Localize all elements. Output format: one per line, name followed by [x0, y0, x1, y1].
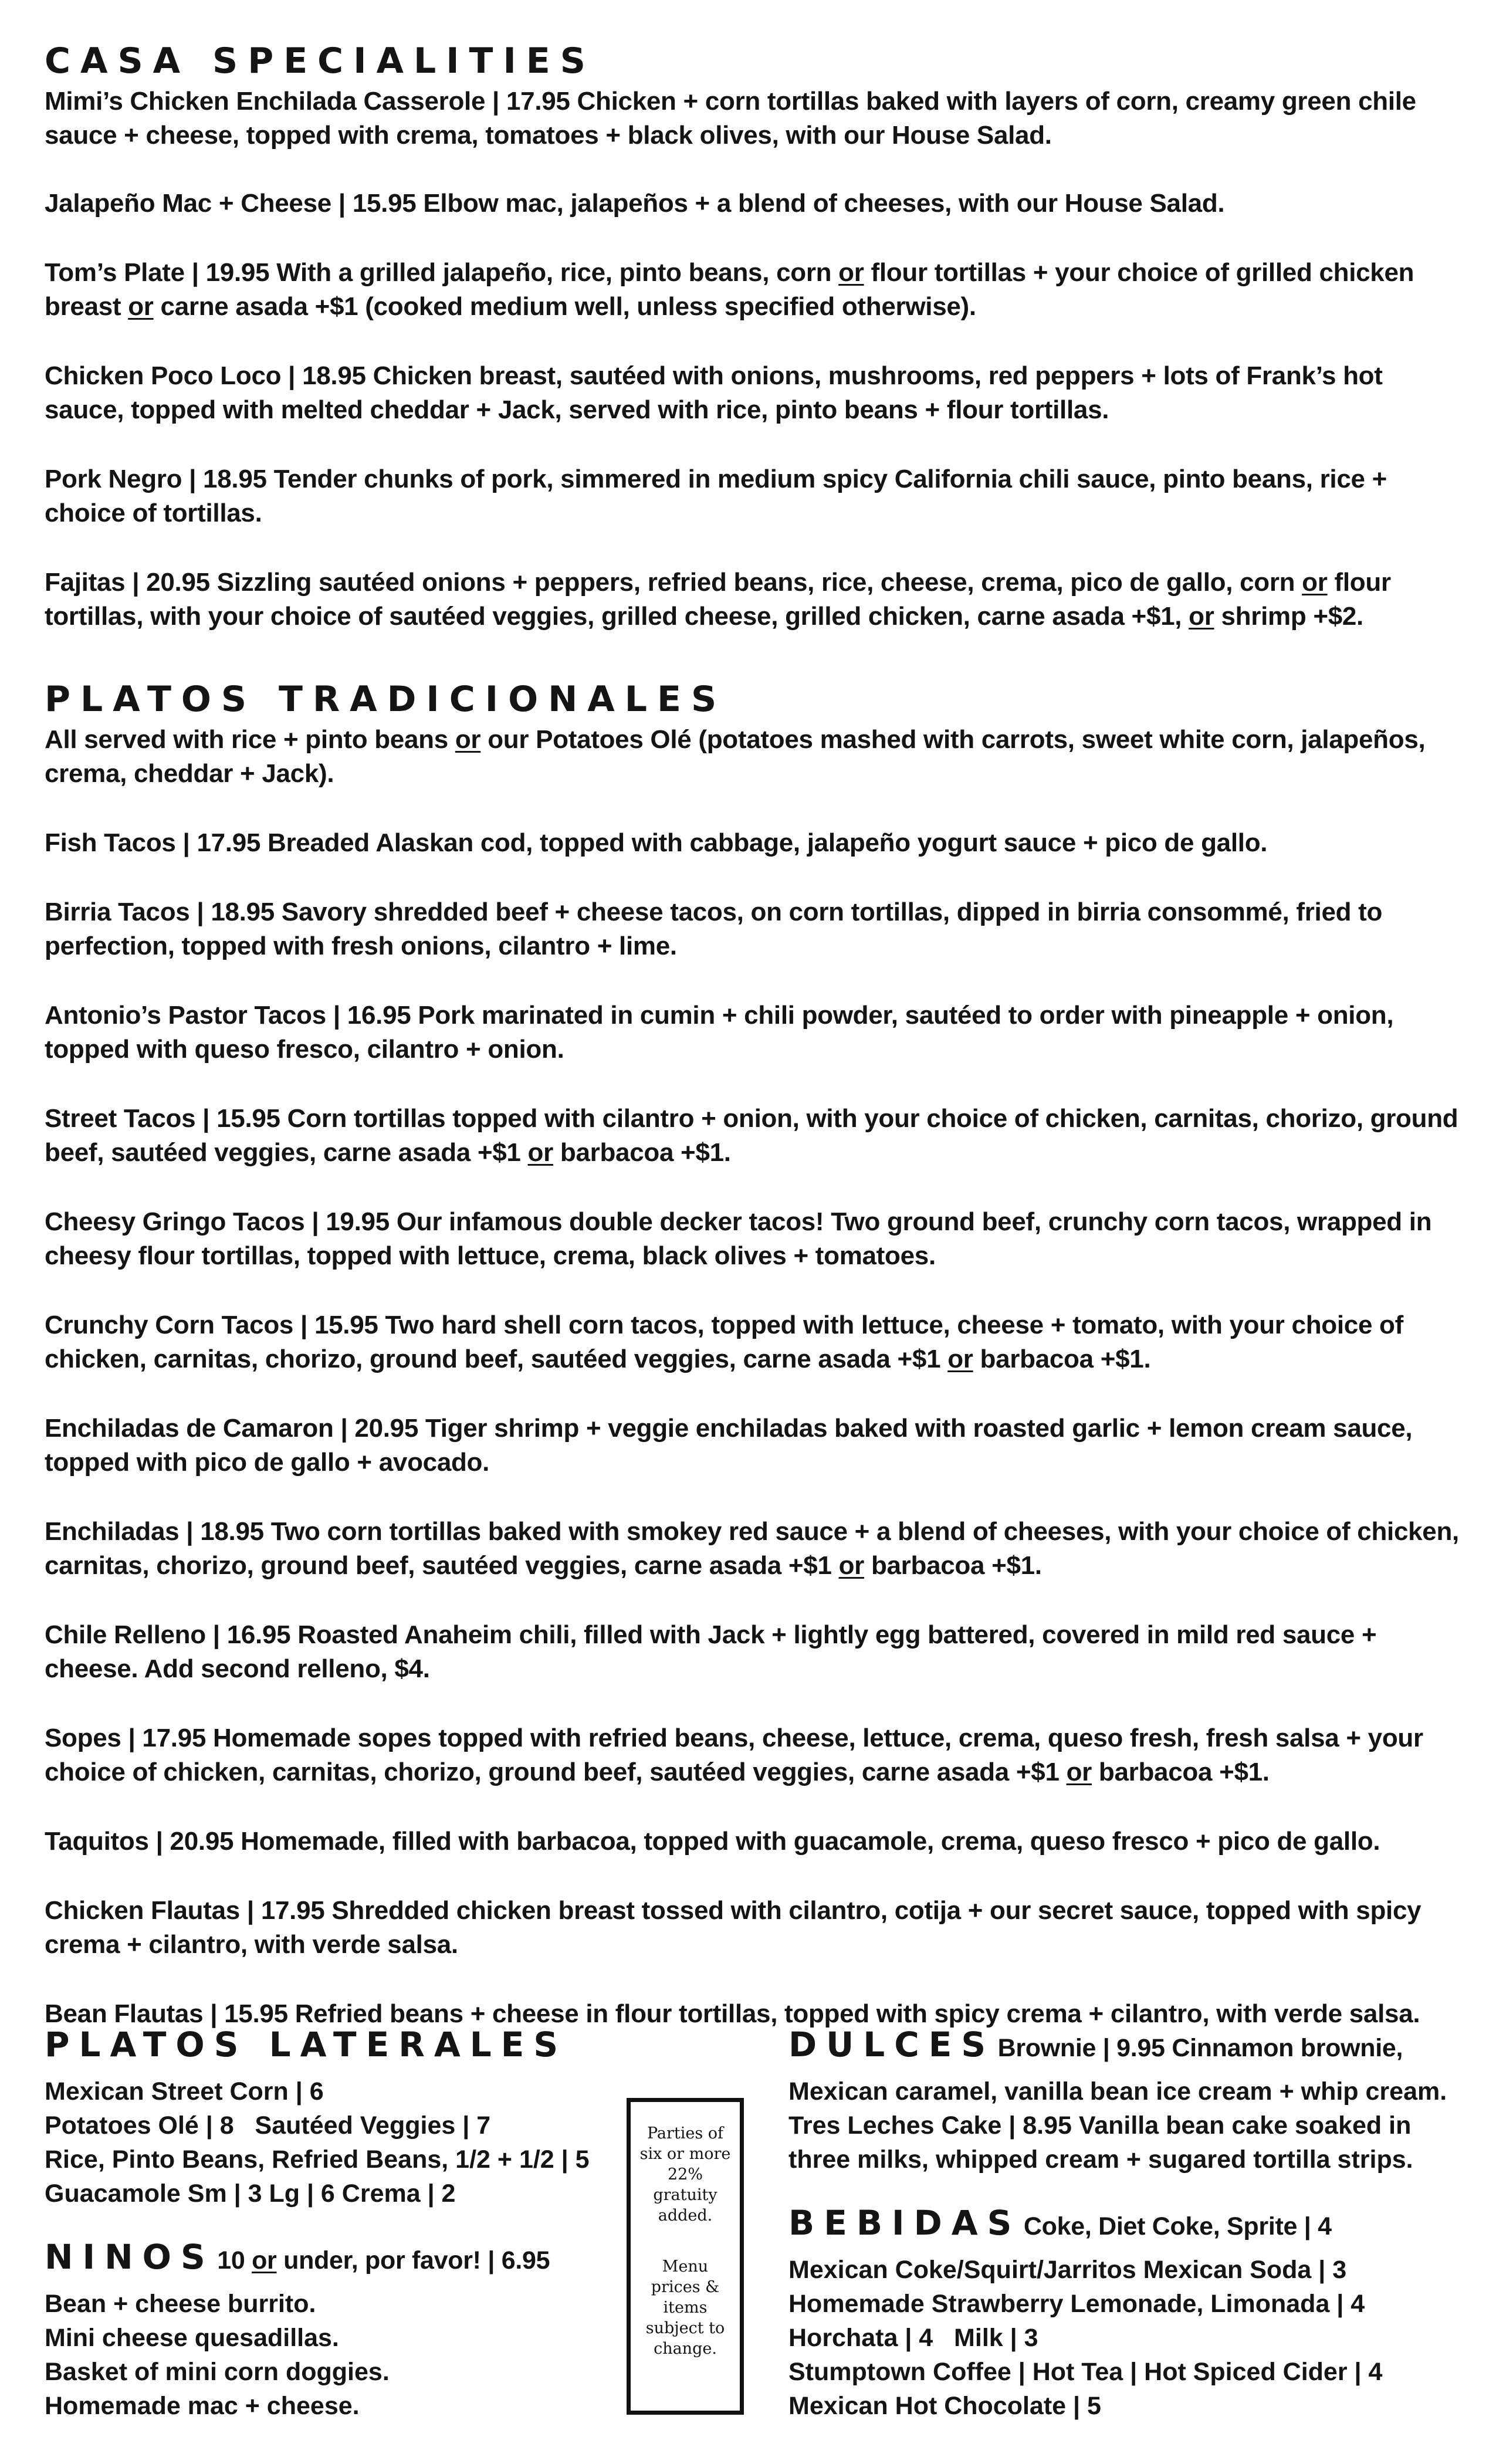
item-description: Our infamous double decker tacos! Two ground beef, crunchy corn tacos, wrapped in cheesy flour tortillas, topped with lettuce, crema, black olives + tomatoes.: [45, 1207, 1432, 1270]
item-price: 15.95: [216, 1104, 280, 1133]
menu-item: Enchiladas de Camaron | 20.95 Tiger shrimp + veggie enchiladas baked with roasted garlic + lemon cream sauce, topped with pico de gallo + avocado.: [45, 1414, 1413, 1477]
section-intro: All served with rice + pinto beans or our Potatoes Olé (potatoes mashed with carrots, sweet white corn, jalapeños, crema, cheddar + Jack).: [45, 725, 1426, 788]
item-description: Two hard shell corn tacos, topped with lettuce, cheese + tomato, with your choice of chicken, carnitas, chorizo, ground beef, sautéed veggies, carne asada +$1 or barbacoa +$1.: [45, 1311, 1403, 1373]
item-price: 16.95: [226, 1620, 291, 1649]
notice-line: subject to: [645, 2319, 725, 2337]
bottom-section: [45, 2024, 1464, 2435]
item-name: Birria Tacos: [45, 898, 190, 926]
item-description: Chicken + corn tortillas baked with layers of corn, creamy green chile sauce + cheese, topped with crema, tomatoes + black olives, with our House Salad.: [45, 87, 1416, 150]
item-price: 15.95: [314, 1311, 378, 1339]
notice-line: prices &: [651, 2278, 720, 2296]
item-price: 20.95: [354, 1414, 419, 1443]
list-item: Mexican Hot Chocolate | 5: [788, 2392, 1101, 2420]
section-title: PLATOS LATERALES: [45, 2025, 568, 2064]
item-description: Refried beans + cheese in flour tortillas, topped with spicy crema + cilantro, with verde salsa.: [295, 1999, 1420, 2028]
menu-item: Sopes | 17.95 Homemade sopes topped with refried beans, cheese, lettuce, crema, queso fresh, fresh salsa + your choice of chicken, carnitas, chorizo, ground beef, sautéed veggies, carne asada +$1 or barbacoa +$1.: [45, 1724, 1423, 1786]
item-description: Elbow mac, jalapeños + a blend of cheeses, with our House Salad.: [423, 189, 1225, 218]
menu-item: Street Tacos | 15.95 Corn tortillas topped with cilantro + onion, with your choice of chicken, carnitas, chorizo, ground beef, sautéed veggies, carne asada +$1 or barbacoa +$1.: [45, 1104, 1458, 1167]
item-description: With a grilled jalapeño, rice, pinto beans, corn or flour tortillas + your choice of grilled chicken breast or carne asada +$1 (cooked medium well, unless specified otherwise).: [45, 258, 1414, 321]
item-price: 15.95: [352, 189, 417, 218]
item-description: Savory shredded beef + cheese tacos, on corn tortillas, dipped in birria consommé, fried to perfection, topped with fresh onions, cilantro + lime.: [45, 898, 1383, 960]
section-title: NINOS: [45, 2237, 215, 2277]
menu-page: [45, 41, 1464, 2072]
item-description: Tender chunks of pork, simmered in medium spicy California chili sauce, pinto beans, rice + choice of tortillas.: [45, 465, 1387, 527]
section-subtitle: 10 or under, por favor! | 6.95: [217, 2246, 550, 2275]
notice-line: items: [663, 2299, 708, 2317]
item-name: Jalapeño Mac + Cheese: [45, 189, 331, 218]
menu-item: Fajitas | 20.95 Sizzling sautéed onions + peppers, refried beans, rice, cheese, crema, pico de gallo, corn or flour tortillas, with your choice of sautéed veggies, grilled cheese, grilled chicken, carne asada +$1, or shrimp +$2.: [45, 568, 1391, 631]
item-description: Two corn tortillas baked with smokey red sauce + a blend of cheeses, with your choice of chicken, carnitas, chorizo, ground beef, sautéed veggies, carne asada +$1 or barbacoa +$1.: [45, 1517, 1459, 1580]
item-description: Tiger shrimp + veggie enchiladas baked with roasted garlic + lemon cream sauce, topped with pico de gallo + avocado.: [45, 1414, 1413, 1477]
left-column: [45, 2024, 596, 2423]
item-name: Chicken Poco Loco: [45, 361, 282, 390]
item-price: 17.95: [506, 87, 570, 116]
list-item: Horchata | 4 Milk | 3: [788, 2324, 1038, 2352]
notice-line: added.: [658, 2206, 713, 2225]
item-price: 15.95: [224, 1999, 288, 2028]
list-item: Bean + cheese burrito.: [45, 2290, 316, 2318]
list-item: Coke, Diet Coke, Sprite | 4: [1023, 2212, 1332, 2240]
list-item: Mexican caramel, vanilla bean ice cream + whip cream.: [788, 2077, 1447, 2106]
list-item: Guacamole Sm | 3 Lg | 6 Crema | 2: [45, 2179, 456, 2208]
section-title: PLATOS TRADICIONALES: [45, 679, 727, 720]
item-price: 20.95: [146, 568, 210, 597]
item-description: Homemade, filled with barbacoa, topped with guacamole, crema, queso fresco + pico de gallo.: [241, 1827, 1380, 1856]
menu-item: Crunchy Corn Tacos | 15.95 Two hard shell corn tacos, topped with lettuce, cheese + tomato, with your choice of chicken, carnitas, chorizo, ground beef, sautéed veggies, carne asada +$1 or barbacoa +$1.: [45, 1311, 1403, 1373]
menu-item: Bean Flautas | 15.95 Refried beans + cheese in flour tortillas, topped with spicy crema + cilantro, with verde salsa.: [45, 1999, 1420, 2028]
item-price: 18.95: [203, 465, 267, 493]
menu-item: Jalapeño Mac + Cheese | 15.95 Elbow mac, jalapeños + a blend of cheeses, with our House Salad.: [45, 189, 1225, 218]
menu-item: Antonio’s Pastor Tacos | 16.95 Pork marinated in cumin + chili powder, sautéed to order with pineapple + onion, topped with queso fresco, cilantro + onion.: [45, 1001, 1394, 1064]
item-name: Taquitos: [45, 1827, 149, 1856]
list-item: Brownie | 9.95 Cinnamon brownie,: [997, 2034, 1403, 2062]
section-platos-laterales: [45, 2024, 596, 2211]
item-name: Antonio’s Pastor Tacos: [45, 1001, 326, 1030]
item-name: Chile Relleno: [45, 1620, 206, 1649]
list-item: Mexican Coke/Squirt/Jarritos Mexican Soda | 3: [788, 2256, 1347, 2284]
list-item: Mexican Street Corn | 6: [45, 2077, 324, 2106]
item-name: Cheesy Gringo Tacos: [45, 1207, 305, 1236]
menu-item: Chicken Flautas | 17.95 Shredded chicken breast tossed with cilantro, cotija + our secret sauce, topped with spicy crema + cilantro, with verde salsa.: [45, 1896, 1421, 1959]
list-item: Potatoes Olé | 8 Sautéed Veggies | 7: [45, 2111, 491, 2140]
section-ninos: [45, 2236, 596, 2423]
menu-item: Taquitos | 20.95 Homemade, filled with barbacoa, topped with guacamole, crema, queso fresco + pico de gallo.: [45, 1827, 1380, 1856]
item-price: 19.95: [326, 1207, 390, 1236]
item-price: 19.95: [205, 258, 270, 287]
item-name: Bean Flautas: [45, 1999, 204, 2028]
section-title: BEBIDAS: [788, 2203, 1021, 2243]
section-title: DULCES: [788, 2025, 996, 2064]
item-name: Street Tacos: [45, 1104, 196, 1133]
list-item: Stumptown Coffee | Hot Tea | Hot Spiced Cider | 4: [788, 2358, 1383, 2386]
menu-item: Fish Tacos | 17.95 Breaded Alaskan cod, topped with cabbage, jalapeño yogurt sauce + pico de gallo.: [45, 828, 1268, 857]
notice-line: gratuity: [653, 2186, 717, 2204]
notice-line: change.: [654, 2340, 717, 2358]
item-description: Corn tortillas topped with cilantro + onion, with your choice of chicken, carnitas, chorizo, ground beef, sautéed veggies, carne asada +$1 or barbacoa +$1.: [45, 1104, 1458, 1167]
list-item: Mini cheese quesadillas.: [45, 2324, 339, 2352]
item-price: 18.95: [200, 1517, 264, 1546]
item-price: 18.95: [211, 898, 275, 926]
item-name: Mimi’s Chicken Enchilada Casserole: [45, 87, 486, 116]
item-description: Roasted Anaheim chili, filled with Jack + lightly egg battered, covered in mild red sauce + cheese. Add second relleno, $4.: [45, 1620, 1377, 1683]
list-item: Basket of mini corn doggies.: [45, 2358, 390, 2386]
item-price: 18.95: [302, 361, 366, 390]
menu-item: Cheesy Gringo Tacos | 19.95 Our infamous double decker tacos! Two ground beef, crunchy corn tacos, wrapped in cheesy flour tortillas, topped with lettuce, crema, black olives + tomatoes.: [45, 1207, 1432, 1270]
item-name: Sopes: [45, 1724, 121, 1752]
menu-item: Mimi’s Chicken Enchilada Casserole | 17.95 Chicken + corn tortillas baked with layers of corn, creamy green chile sauce + cheese, topped with crema, tomatoes + black olives, with our House Salad.: [45, 87, 1416, 150]
item-description: Chicken breast, sautéed with onions, mushrooms, red peppers + lots of Frank’s hot sauce, topped with melted cheddar + Jack, served with rice, pinto beans + flour tortillas.: [45, 361, 1383, 424]
section-dulces: [788, 2024, 1469, 2177]
list-item: three milks, whipped cream + sugared tortilla strips.: [788, 2145, 1413, 2174]
list-item: Rice, Pinto Beans, Refried Beans, 1/2 + 1/2 | 5: [45, 2145, 590, 2174]
list-item: Homemade Strawberry Lemonade, Limonada | 4: [788, 2290, 1365, 2318]
item-name: Fish Tacos: [45, 828, 176, 857]
menu-item: Chicken Poco Loco | 18.95 Chicken breast, sautéed with onions, mushrooms, red peppers + lots of Frank’s hot sauce, topped with melted cheddar + Jack, served with rice, pinto beans + flour tortillas.: [45, 361, 1383, 424]
list-item: Homemade mac + cheese.: [45, 2392, 360, 2420]
list-item: Tres Leches Cake | 8.95 Vanilla bean cake soaked in: [788, 2111, 1412, 2140]
menu-item: Birria Tacos | 18.95 Savory shredded beef + cheese tacos, on corn tortillas, dipped in birria consommé, fried to perfection, topped with fresh onions, cilantro + lime.: [45, 898, 1383, 960]
gratuity-notice-box: [627, 2098, 744, 2415]
item-name: Chicken Flautas: [45, 1896, 240, 1925]
item-name: Tom’s Plate: [45, 258, 185, 287]
item-name: Crunchy Corn Tacos: [45, 1311, 294, 1339]
item-price: 17.95: [142, 1724, 207, 1752]
notice-line: 22%: [667, 2165, 703, 2184]
section-platos-tradicionales: [45, 679, 1464, 2031]
menu-item: Chile Relleno | 16.95 Roasted Anaheim chili, filled with Jack + lightly egg battered, covered in mild red sauce + cheese. Add second relleno, $4.: [45, 1620, 1377, 1683]
item-price: 17.95: [260, 1896, 325, 1925]
item-price: 16.95: [347, 1001, 411, 1030]
section-bebidas: [788, 2202, 1469, 2423]
item-name: Enchiladas: [45, 1517, 180, 1546]
item-name: Enchiladas de Camaron: [45, 1414, 334, 1443]
item-description: Breaded Alaskan cod, topped with cabbage, jalapeño yogurt sauce + pico de gallo.: [268, 828, 1268, 857]
item-name: Fajitas: [45, 568, 126, 597]
menu-item: Pork Negro | 18.95 Tender chunks of pork, simmered in medium spicy California chili sauce, pinto beans, rice + choice of tortillas.: [45, 465, 1387, 527]
item-price: 20.95: [170, 1827, 234, 1856]
item-description: Sizzling sautéed onions + peppers, refried beans, rice, cheese, crema, pico de gallo, corn or flour tortillas, with your choice of sautéed veggies, grilled cheese, grilled chicken, carne asada +$1, or shrimp +$2.: [45, 568, 1391, 631]
right-column: [788, 2024, 1469, 2423]
menu-item: Enchiladas | 18.95 Two corn tortillas baked with smokey red sauce + a blend of cheeses, with your choice of chicken, carnitas, chorizo, ground beef, sautéed veggies, carne asada +$1 or barbacoa +$1.: [45, 1517, 1459, 1580]
item-description: Homemade sopes topped with refried beans, cheese, lettuce, crema, queso fresh, fresh salsa + your choice of chicken, carnitas, chorizo, ground beef, sautéed veggies, carne asada +$1 or barbacoa +$1.: [45, 1724, 1423, 1786]
section-title: CASA SPECIALITIES: [45, 40, 595, 82]
menu-item: Tom’s Plate | 19.95 With a grilled jalapeño, rice, pinto beans, corn or flour tortillas + your choice of grilled chicken breast or carne asada +$1 (cooked medium well, unless specified otherwise).: [45, 258, 1414, 321]
notice-line: Menu: [662, 2257, 709, 2276]
item-description: Shredded chicken breast tossed with cilantro, cotija + our secret sauce, topped with spicy crema + cilantro, with verde salsa.: [45, 1896, 1421, 1959]
section-casa-specialities: [45, 41, 1464, 634]
item-description: Pork marinated in cumin + chili powder, sautéed to order with pineapple + onion, topped with queso fresco, cilantro + onion.: [45, 1001, 1394, 1064]
item-name: Pork Negro: [45, 465, 182, 493]
item-price: 17.95: [197, 828, 261, 857]
notice-line: Parties of: [647, 2124, 724, 2143]
notice-line: six or more: [639, 2145, 731, 2163]
